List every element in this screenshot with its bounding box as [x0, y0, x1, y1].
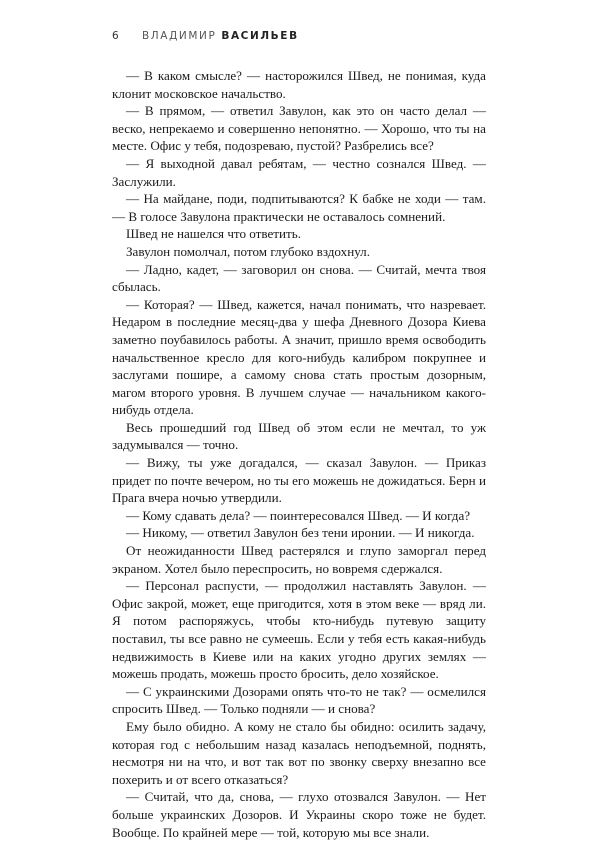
- paragraph: — Я выходной давал ребятам, — честно сознался Швед. — Заслужили.: [112, 155, 486, 189]
- paragraph: — Кому сдавать дела? — поинтересовался Швед. — И когда?: [126, 507, 471, 523]
- paragraph: — В каком смысле? — насторожился Швед, не понимая, куда клонит московское начальство.: [112, 68, 486, 101]
- paragraph: — На майдане, поди, подпитываются? К бабке не ходи — там. — В голосе Завулона практически не оставалось сомнений.: [112, 191, 486, 224]
- paragraph: — Никому, — ответил Завулон без тени иронии. — И никогда.: [126, 525, 475, 541]
- paragraph: — С украинскими Дозорами опять что-то не так? — осмелился спросить Швед. — Только подняли — и снова?: [112, 683, 486, 717]
- paragraph: Завулон помолчал, потом глубоко вздохнул.: [126, 243, 370, 259]
- page-number: 6: [112, 30, 119, 42]
- author-last-name: ВАСИЛЬЕВ: [221, 30, 299, 42]
- paragraph: Ему было обидно. А кому не стало бы обидно: осилить задачу, которая год с небольшим назад казалась неподъемной, поднять, несмотря ни на что, и вот так вот по звонку сверху внезапно все похерить и от всего отказаться?: [112, 718, 486, 787]
- paragraph: — Персонал распусти, — продолжил наставлять Завулон. — Офис закрой, может, еще пригодится, хотя в этом веке — вряд ли. Я потом распоряжусь, чтобы кто-нибудь путевую защиту поставил, ты все равно не сумеешь. Если у тебя есть какая-нибудь недвижимость в Киеве или на каких угодно других землях — можешь продать, можешь просто бросить, дело хозяйское.: [112, 578, 486, 682]
- paragraph: — Вижу, ты уже догадался, — сказал Завулон. — Приказ придет по почте вечером, но ты его можешь не дожидаться. Берн и Прага вчера ночью утвердили.: [112, 455, 486, 506]
- paragraph: Весь прошедший год Швед об этом если не мечтал, то уж задумывался — точно.: [112, 419, 486, 453]
- paragraph: От неожиданности Швед растерялся и глупо заморгал перед экраном. Хотел было переспросить, но вовремя сдержался.: [112, 543, 486, 576]
- paragraph: — В прямом, — ответил Завулон, как это он часто делал — веско, непрекаемо и совершенно непонятно. — Хорошо, что ты на месте. Офис у тебя, подозреваю, пустой? Разбрелись все?: [112, 103, 486, 154]
- running-head: [112, 30, 492, 42]
- paragraph: — Считай, что да, снова, — глухо отозвался Завулон. — Нет больше украинских Дозоров. И Украины скоро тоже не будет. Вообще. По крайней мере — той, которую мы все знали.: [112, 789, 486, 840]
- paragraph: — Которая? — Швед, кажется, начал понимать, что назревает. Недаром в последние месяц-два у шефа Дневного Дозора Киева заметно поубавилось работы. А значит, пришло время освободить начальственное кресло для кого-нибудь калибром покрупнее и заслугами пошире, а самому снова стать простым дозорным, магом второго уровня. В лучшем случае — начальником какого-нибудь отдела.: [112, 296, 486, 418]
- author-first-name: ВЛАДИМИР: [142, 30, 217, 42]
- paragraph: Швед не нашелся что ответить.: [126, 226, 302, 242]
- paragraph: — Ладно, кадет, — заговорил он снова. — Считай, мечта твоя сбылась.: [112, 261, 486, 295]
- body-text: [112, 67, 486, 841]
